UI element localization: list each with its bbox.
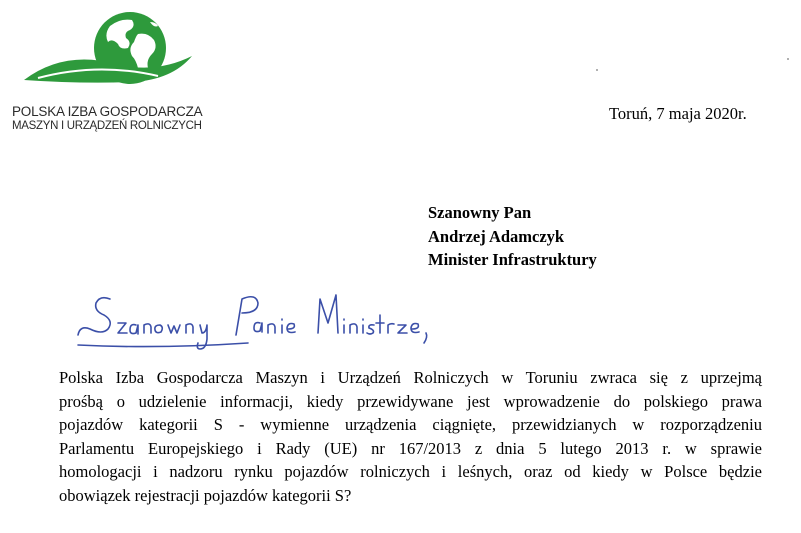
scan-speck xyxy=(787,58,789,60)
scan-speck xyxy=(596,69,598,71)
org-name-line1: POLSKA IZBA GOSPODARCZA xyxy=(12,104,203,119)
body-line-3: pojazdów kategorii S - wymienne urządzenia ciągnięte, przewidzianych w rozporządzeniu xyxy=(59,415,762,435)
addressee-line-3: Minister Infrastruktury xyxy=(428,250,597,269)
salutation-text xyxy=(70,285,71,286)
place-and-date: Toruń, 7 maja 2020r. xyxy=(609,104,747,123)
addressee-block xyxy=(428,201,597,272)
handwritten-salutation xyxy=(70,285,430,370)
org-name-line2: MASZYN I URZĄDZEŃ ROLNICZYCH xyxy=(12,120,202,132)
addressee-line-2: Andrzej Adamczyk xyxy=(428,226,565,246)
body-line-1: Polska Izba Gospodarcza Maszyn i Urządzeń Rolniczych w Toruniu zwraca się z uprzejmą xyxy=(59,368,762,387)
addressee-line-1: Szanowny Pan xyxy=(428,203,532,222)
body-line-5: homologacji i nadzoru rynku pojazdów rolniczych i leśnych, oraz od kiedy w Polsce będzie xyxy=(59,462,762,482)
body-line-6: obowiązek rejestracji pojazdów kategorii S? xyxy=(59,485,352,505)
globe-leaf-logo-icon xyxy=(18,8,198,98)
letter-body xyxy=(59,366,762,508)
body-line-2: prośbą o udzielenie informacji, kiedy przewidywane jest wprowadzenie do polskiego prawa xyxy=(59,391,762,411)
body-line-4: Parlamentu Europejskiego i Rady (UE) nr 167/2013 z dnia 5 lutego 2013 r. w sprawie xyxy=(59,438,762,458)
letterhead-logo xyxy=(10,8,210,133)
handwriting-ink xyxy=(70,285,430,370)
